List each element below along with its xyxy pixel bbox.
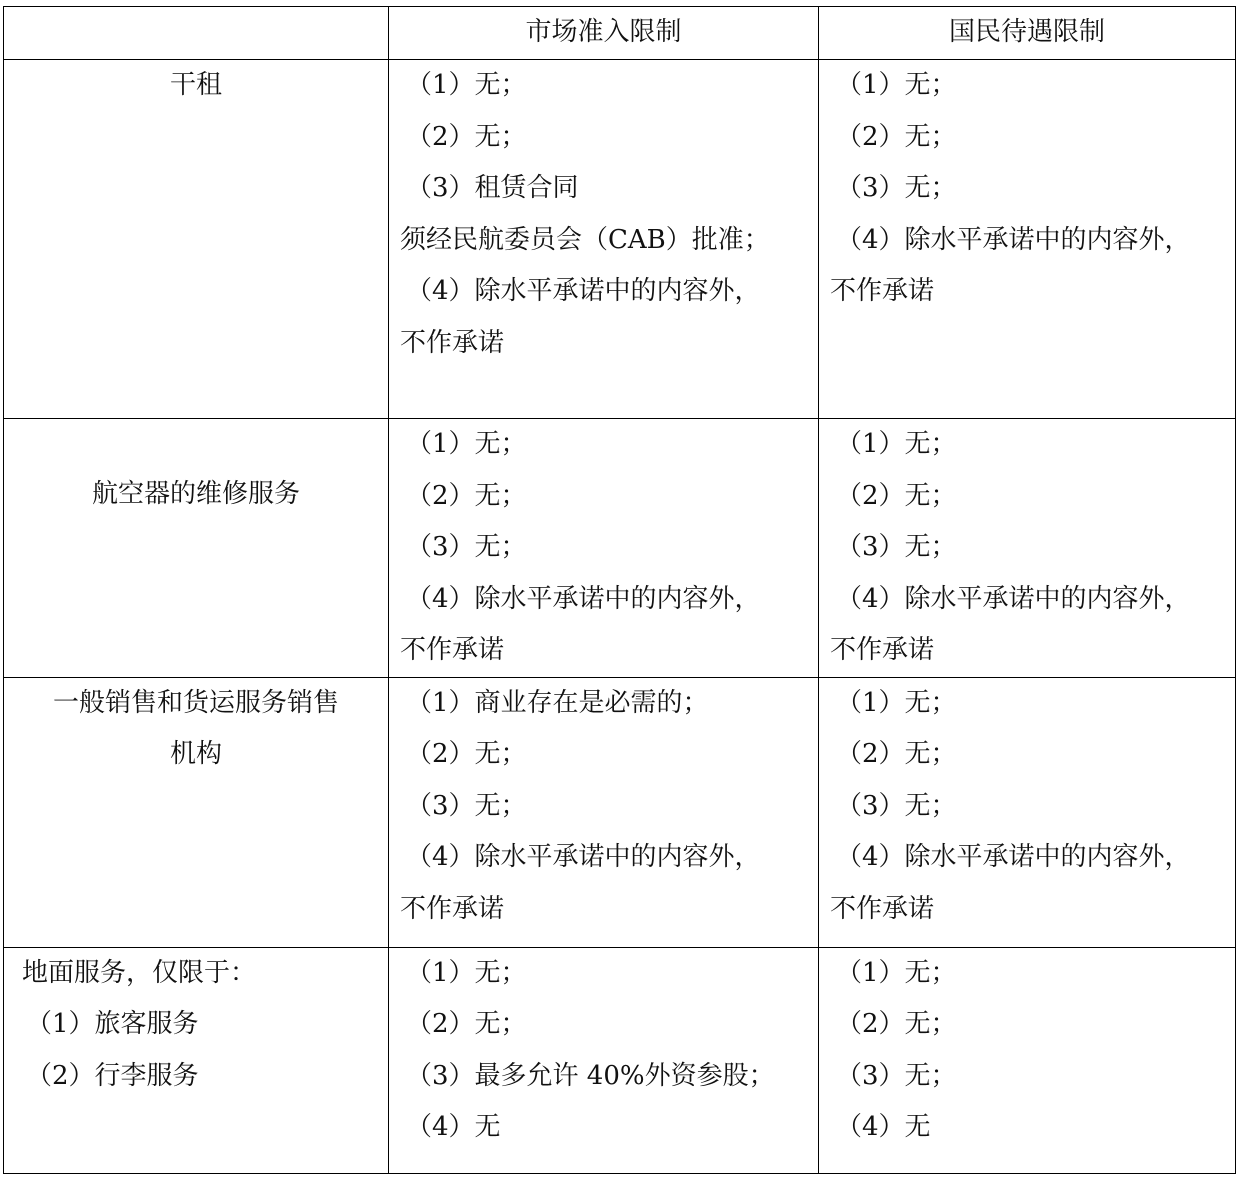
national-line: （1）无； [836,687,957,718]
market-line: （2）无； [406,1009,527,1039]
national-treatment-cell [819,677,1236,947]
national-line: （1）无； [836,957,957,988]
market-line: （1）无； [406,957,527,988]
sector-cell [4,947,389,1173]
national-line: （2）无； [836,121,957,152]
header-national-treatment: 国民待遇限制 [819,7,1236,60]
table-row [4,419,1236,678]
sector-line: 干租 [169,70,222,100]
market-line: （4）除水平承诺中的内容外， [406,583,761,614]
table-row [4,677,1236,947]
national-line: 不作承诺 [830,635,935,665]
market-line: 须经民航委员会（CAB）批准； [400,224,770,255]
market-line: （3）无； [406,532,527,562]
national-line: 不作承诺 [830,893,935,924]
commitment-table [3,6,1236,1174]
market-line: 不作承诺 [400,327,505,358]
market-line: （4）除水平承诺中的内容外， [406,276,761,306]
market-access-cell [389,947,819,1173]
national-line: （4）无 [836,1112,931,1142]
market-line: 不作承诺 [400,893,505,924]
national-line: （2）无； [836,480,957,511]
market-line: （2）无； [406,480,527,511]
national-line: （4）除水平承诺中的内容外， [836,583,1191,614]
market-line: （4）无 [406,1112,501,1142]
sector-cell [4,419,389,678]
market-line: （1）无； [406,429,527,459]
market-line: （2）无； [406,739,527,769]
market-line: （3）租赁合同 [406,173,579,203]
sector-line: 一般销售和货运服务销售 [52,687,339,718]
national-line: （1）无； [836,70,957,100]
national-line: （4）除水平承诺中的内容外， [836,224,1191,255]
market-line: （1）无； [406,70,527,100]
national-line: （3）无； [836,790,957,821]
national-line: （3）无； [836,173,957,203]
market-line: （3）无； [406,790,527,821]
market-line: （3）最多允许 40%外资参股； [406,1060,775,1091]
sector-line: 地面服务，仅限于： [22,957,257,988]
national-line: （3）无； [836,532,957,562]
market-access-cell [389,60,819,419]
national-treatment-cell [819,947,1236,1173]
market-line: 不作承诺 [400,635,505,665]
market-access-cell [389,419,819,678]
sector-line: （2）行李服务 [26,1060,199,1091]
market-line: （1）商业存在是必需的； [406,687,709,718]
header-sector [4,7,389,60]
national-line: 不作承诺 [830,276,935,306]
sector-line: （1）旅客服务 [26,1009,199,1039]
national-line: （2）无； [836,739,957,769]
national-line: （2）无； [836,1009,957,1039]
sector-line: 机构 [169,739,222,769]
market-line: （2）无； [406,121,527,152]
table-row [4,947,1236,1173]
national-line: （4）除水平承诺中的内容外， [836,842,1191,872]
market-line: （4）除水平承诺中的内容外， [406,842,761,872]
table-row [4,60,1236,419]
national-treatment-cell [819,419,1236,678]
national-treatment-cell [819,60,1236,419]
table-header-row [4,7,1236,60]
sector-cell [4,677,389,947]
sector-cell [4,60,389,419]
header-market-access: 市场准入限制 [389,7,819,60]
market-access-cell [389,677,819,947]
sector-line: 航空器的维修服务 [91,479,300,509]
national-line: （3）无； [836,1060,957,1091]
national-line: （1）无； [836,429,957,459]
